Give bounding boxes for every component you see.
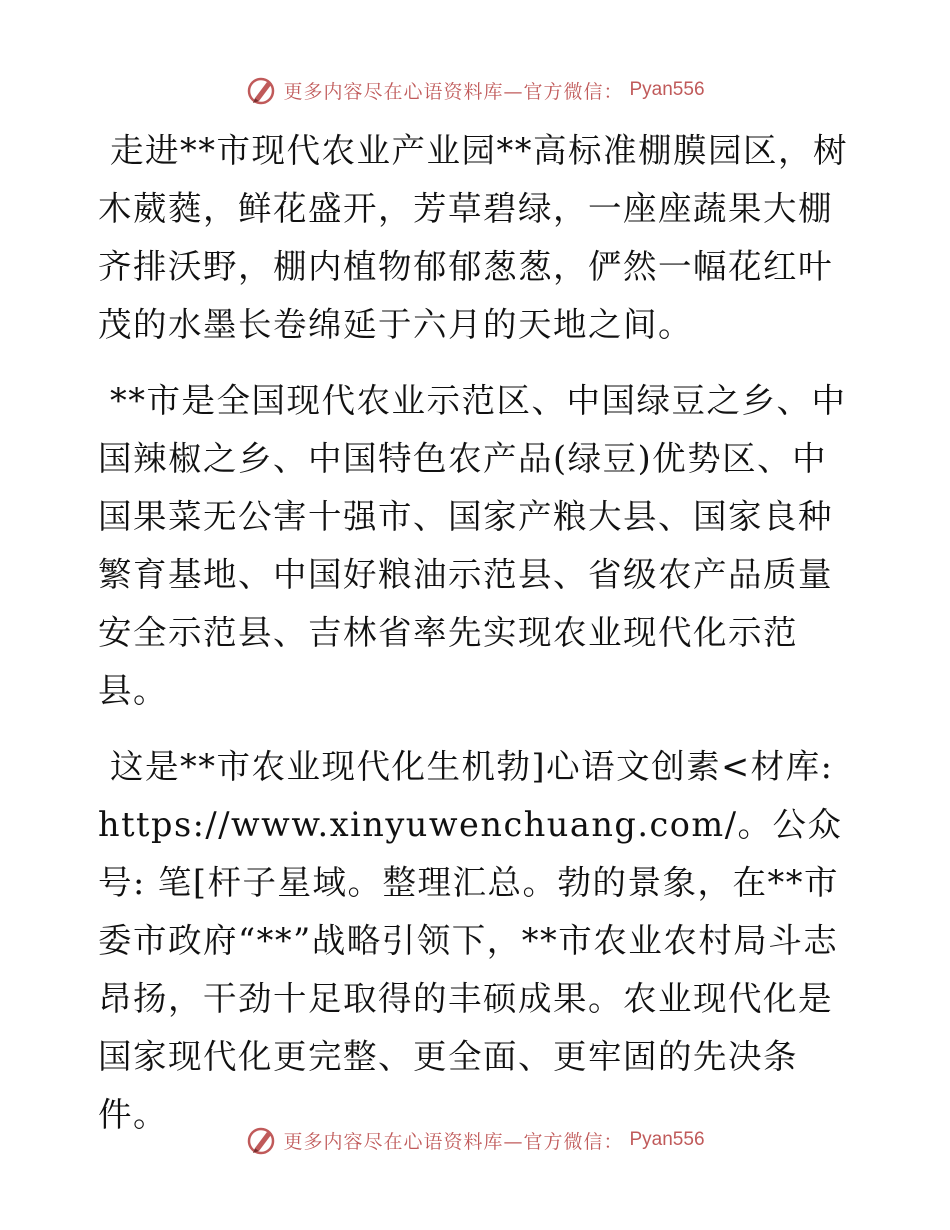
pen-logo-icon	[245, 1124, 277, 1156]
paragraph-1: 走进**市现代农业产业园**高标准棚膜园区，树木葳蕤，鲜花盛开，芳草碧绿，一座座蔬果大棚齐排沃野，棚内植物郁郁葱葱，俨然一幅花红叶茂的水墨长卷绵延于六月的天地之间。	[98, 131, 848, 344]
document-body	[98, 122, 850, 1162]
paragraph-3: 这是**市农业现代化生机勃]心语文创素<材库: https://www.xinyuwenchuang.com/。公众号: 笔[杆子星域。整理汇总。勃的景象，在**市委市政府“**”战略引领下，**市农业农村局斗志昂扬，干劲十足取得的丰硕成果。农业现代化是国家现代化更完整、更全面、更牢固的先决条件。	[98, 747, 843, 1134]
header-banner-text: 更多内容尽在心语资料库—官方微信：	[283, 80, 624, 103]
header-banner	[0, 70, 950, 110]
header-banner-wechat-id: Pyan556	[629, 79, 705, 100]
footer-banner-wechat-id: Pyan556	[629, 1129, 705, 1150]
footer-banner	[0, 1120, 950, 1160]
paragraph-2: **市是全国现代农业示范区、中国绿豆之乡、中国辣椒之乡、中国特色农产品(绿豆)优势区、中国果菜无公害十强市、国家产粮大县、国家良种繁育基地、中国好粮油示范县、省级农产品质量安全示范县、吉林省率先实现农业现代化示范县。	[98, 381, 847, 710]
footer-banner-text: 更多内容尽在心语资料库—官方微信：	[283, 1130, 624, 1153]
pen-logo-icon	[245, 74, 277, 106]
